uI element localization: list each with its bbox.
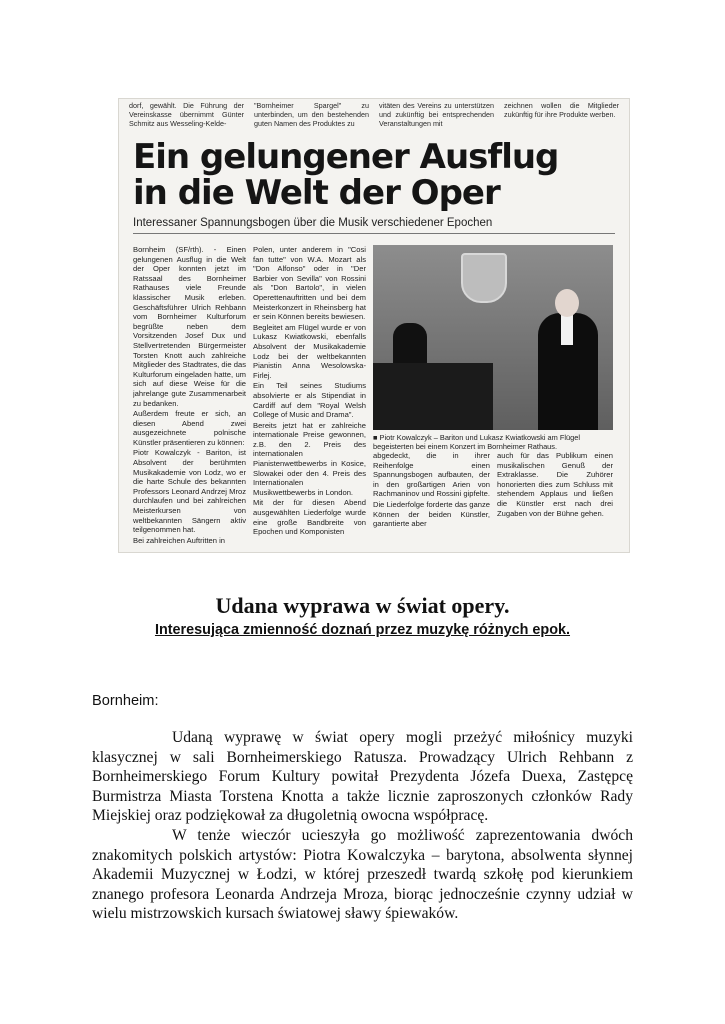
paragraph: Begleitet am Flügel wurde er von Lukasz Kwiatkowski, ebenfalls Absolvent der Musikakademie Lodz bei der weltbekannten Pianistin Anna Wesolowska- Firlej.	[253, 322, 366, 380]
clipping-subheadline: Interessaner Spannungsbogen über die Musik verschiedener Epochen	[133, 217, 493, 229]
coat-of-arms	[461, 253, 507, 303]
paragraph: W tenże wieczór ucieszyła go możliwość zaprezentowania dwóch znakomitych polskich artystów: Piotra Kowalczyka – barytona, absolwenta słynnej Akademii Muzycznej w Łodzi, w której przeszedł twardą szkołę pod kierunkiem znanego profesora Leonarda Andrzeja Mroza, biorąc jednocześnie czynny udział w wielu mistrzowskich kursach światowej sławy śpiewaków.	[92, 826, 633, 923]
strip-column: dorf, gewählt. Die Führung der Vereinskasse übernimmt Günter Schmitz aus Wesseling-Kelde-	[129, 101, 244, 128]
paragraph: auch für das Publikum einen musikalischen Genuß der Extraklasse. Die Zuhörer honorierten dies zum Schluss mit stehendem Applaus und ließen die Künstler erst nach drei Zugaben von der Bühne gehen.	[497, 451, 613, 518]
strip-column: zeichnen wollen die Mitglieder zukünftig für ihre Produkte werben.	[504, 101, 619, 119]
paragraph: Mit der für diesen Abend ausgewählten Liederfolge wurde eine große Bandbreite von Epochen und Komponisten	[253, 498, 366, 537]
translation-body	[92, 728, 633, 924]
paragraph: Die Liederfolge forderte das ganze Können der beiden Künstler, garantierte aber	[373, 499, 490, 529]
translation-subtitle: Interesująca zmienność doznań przez muzykę różnych epok.	[154, 622, 571, 638]
strip-column: "Bornheimer Spargel" zu unterbinden, um den bestehenden guten Namen des Produktes zu	[254, 101, 369, 128]
paragraph: abgedeckt, die in ihrer Reihenfolge einen Spannungsbogen aufbauten, der in den großartigen Arien von Rachmaninov und Rossini gipfelte.	[373, 451, 490, 499]
paragraph: Polen, unter anderem in "Cosi fan tutte" von W.A. Mozart als "Don Alfonso" oder in "Der Barbier von Sevilla" von Rossini als "Don Bartolo", in vielen Operettenauftritten und bei dem Meisterkonzert in Rheinsberg hat er sein Können bereits bewiesen.	[253, 245, 366, 322]
paragraph: Bereits jetzt hat er zahlreiche internationale Preise gewonnen, z.B. den 2. Preis des internationalen Pianistenwettbewerbs in Kosice, Slowakei oder den 4. Preis des Internationalen Musikwettbewerbs in London.	[253, 420, 366, 497]
newspaper-clipping	[118, 98, 630, 553]
photo-caption: ■ Piotr Kowalczyk – Bariton und Lukasz Kwiatkowski am Flügel begeisterten bei einem Konzert im Bornheimer Rathaus.	[373, 433, 580, 451]
paragraph: Udaną wyprawę w świat opery mogli przeżyć miłośnicy muzyki klasycznej w sali Bornheimerskiego Ratusza. Prowadzący Ulrich Rehbann z Bornheimerskiego Forum Kultury powitał Prezydenta Józefa Duexa, Zastępcę Burmistrza Miasta Torstena Knotta a także licznie zaproszonych członków Rady Miejskiej oraz podziękował za długoletnią owocna współpracę.	[92, 729, 633, 825]
headline-line: in die Welt der Oper	[133, 173, 500, 213]
previous-article-strip	[129, 101, 619, 135]
article-column-1	[133, 245, 246, 545]
paragraph: Ein Teil seines Studiums absolvierte er als Stipendiat in Cardiff auf dem "Royal Welsh College of Music and Drama".	[253, 381, 366, 420]
dateline: Bornheim:	[92, 693, 159, 709]
paragraph: Piotr Kowalczyk - Bariton, ist Absolvent der berühmten Musikakademie von Lodz, wo er die harte Schule des bekannten Professors Leonard Andrzej Mroz durchlaufen und bei zahlreichen Meisterkursen von weltbekannten Sängern aktiv teilgenommen hat.	[133, 448, 246, 535]
clipping-headline	[133, 139, 558, 211]
paragraph: Außerdem freute er sich, an diesen Abend zwei ausgezeichnete polnische Künstler präsentieren zu können:	[133, 409, 246, 447]
article-column-2	[253, 245, 366, 545]
translation-title: Udana wyprawa w świat opery.	[215, 593, 510, 618]
article-column-3	[373, 451, 490, 545]
concert-photo	[373, 245, 613, 430]
grand-piano	[373, 363, 493, 430]
article-column-4	[497, 451, 613, 545]
headline-line: Ein gelungener Ausflug	[133, 137, 559, 177]
paragraph: Bornheim (SF/rth). - Einen gelungenen Ausflug in die Welt der Oper konnten jetzt im Ratssaal des Bornheimer Rathauses viele Freunde klassischer Musik erleben. Geschäftsführer Ulrich Rehbann vom Bornheimer Kulturforum begrüßte neben dem Vorsitzenden Josef Dux und Stellvertretenden Bürgermeister Torsten Knott auch zahlreiche Mitglieder des Stadtrates, die das Kulturforum eingeladen hatte, um sich auf diese Weise für die jahrelange gute Zusammenarbeit zu bedanken.	[133, 245, 246, 408]
divider	[133, 233, 615, 234]
strip-column: vitäten des Vereins zu unterstützen und zukünftig bei entsprechenden Veranstaltungen mit	[379, 101, 494, 128]
paragraph: Bei zahlreichen Auftritten in	[133, 535, 226, 545]
singer-head	[555, 289, 579, 317]
